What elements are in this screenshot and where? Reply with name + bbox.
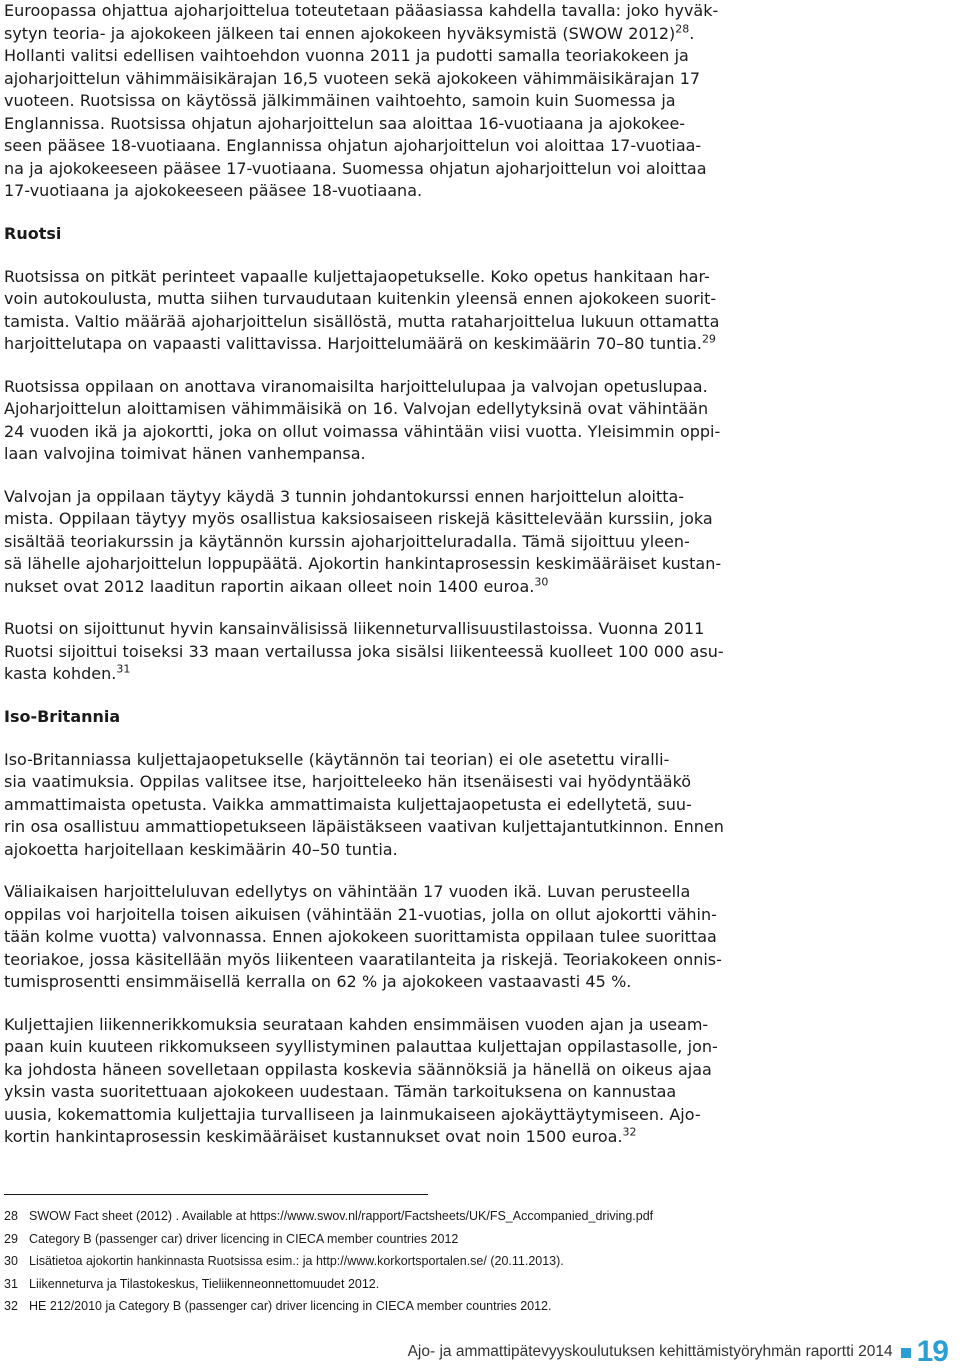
sweden-p1-text: Ruotsissa on pitkät perinteet vapaalle kuljettajaopetukselle. Koko opetus hankitaan har- voin autokoulusta, mutta siihen turvaudutaan kuitenkin yleensä ennen ajokokeen suorit- tamista. Valtio määrää ajoharjoittelun sisällöstä, mutta rataharjoittelua lukuun ottamatta harjoittelutapa on vapaasti valittavissa. Harjoittelumäärä on keskimäärin 70–80 tuntia. [4, 266, 720, 353]
sweden-p3-text: Valvojan ja oppilaan täytyy käydä 3 tunnin johdantokurssi ennen harjoittelun aloitta- mista. Oppilaan täytyy myös osallistua kaksiosaiseen riskejä käsittelevään kurssiin, joka sisältää teoriakurssin ja käytännön kurssin ajoharjoitteluradalla. Tämä sijoittuu yleen- sä lähelle ajoharjoittelun loppupäätä. Ajokortin hankintaprosessin keskimääräiset kustan- nukset ovat 2012 laaditun raportin aikaan olleet noin 1400 euroa. [4, 486, 722, 596]
footnote-ref[interactable]: 31 [116, 662, 131, 676]
footnote-item [4, 1295, 904, 1318]
intro-paragraph [4, 0, 850, 203]
footnote-item [4, 1205, 904, 1228]
document-body [4, 0, 850, 1169]
uk-paragraph-3 [4, 1014, 850, 1149]
section-heading-uk: Iso-Britannia [4, 706, 121, 726]
uk-paragraph-1: Iso-Britanniassa kuljettajaopetukselle (käytännön tai teorian) ei ole asetettu viralli- sia vaatimuksia. Oppilas valitsee itse, harjoitteleeko hän itsenäisesti vai hyödyntääkö ammattimaista opetusta. Vaikka ammattimaista kuljettajaopetusta ei edellytetä, suu- rin osa osallistuu ammattiopetukseen läpäistäkseen vaativan kuljettajantutkinnon. Ennen ajokoetta harjoitellaan keskimäärin 40–50 tuntia. [4, 749, 724, 859]
footnote-ref[interactable]: 28 [675, 22, 690, 36]
sweden-paragraph-2: Ruotsissa oppilaan on anottava viranomaisilta harjoittelulupaa ja valvojan opetuslupaa. Ajoharjoittelun aloittamisen vähimmäisikä on 16. Valvojan edellytyksinä ovat vähintään 24 vuoden ikä ja ajokortti, joka on ollut voimassa vähintään viisi vuotta. Yleisimmin oppi- laan valvojina toimivat hänen vanhempansa. [4, 376, 721, 463]
footnote-number: 32 [4, 1299, 18, 1313]
section-heading-sweden: Ruotsi [4, 223, 62, 243]
footnote-text: Category B (passenger car) driver licencing in CIECA member countries 2012 [29, 1231, 459, 1246]
uk-paragraph-2: Väliaikaisen harjoitteluluvan edellytys on vähintään 17 vuoden ikä. Luvan perusteella oppilas voi harjoitella toisen aikuisen (vähintään 21-vuotias, jolla on ollut ajokortti vähin- tään kolme vuotta) valvonnassa. Ennen ajokokeen suorittamista oppilaan tulee suorittaa teoriakoe, jossa käsitellään myös liikenteen vaaratilanteita ja riskejä. Teoriakokeen onnis- tumisprosentti ensimmäisellä kerralla on 62 % ja ajokokeen vastaavasti 45 %. [4, 882, 722, 991]
sweden-paragraph-4 [4, 618, 850, 686]
footnote-ref[interactable]: 29 [701, 332, 716, 346]
intro-text: Euroopassa ohjattua ajoharjoittelua toteutetaan pääasiassa kahdella tavalla: joko hyväk- sytyn teoria- ja ajokokeen jälkeen tai ennen ajokokeen hyväksymistä (SWOW 2012) [4, 1, 719, 43]
footnote-number: 31 [4, 1276, 18, 1291]
footer-square-icon [901, 1348, 911, 1358]
footnote-number: 30 [4, 1254, 18, 1268]
footnote-text: Liikenneturva ja Tilastokeskus, Tieliikenneonnettomuudet 2012. [29, 1276, 380, 1291]
footnotes [4, 1205, 904, 1318]
footnote-text: SWOW Fact sheet (2012) . Available at https://www.swov.nl/rapport/Factsheets/UK/FS_Accompanied_driving.pdf [29, 1209, 654, 1223]
footnote-ref[interactable]: 30 [534, 575, 549, 589]
footnote-text: HE 212/2010 ja Category B (passenger car) driver licencing in CIECA member countries 2012. [29, 1299, 552, 1313]
sweden-p4-text: Ruotsi on sijoittunut hyvin kansainvälisissä liikenneturvallisuustilastoissa. Vuonna 2011 Ruotsi sijoittui toiseksi 33 maan vertailussa joka sisälsi liikenteessä kuolleet 100 000 asu- kasta kohden. [4, 619, 724, 683]
footnote-item [4, 1250, 904, 1273]
footnote-text: Lisätietoa ajokortin hankinnasta Ruotsissa esim.: ja http://www.korkortsportalen.se/ (20.11.2013). [29, 1254, 564, 1268]
uk-p3-text: Kuljettajien liikennerikkomuksia seurataan kahden ensimmäisen vuoden ajan ja useam- paan kuin kuuteen rikkomukseen syyllistyminen palauttaa kuljettajan oppilastasolle, jon- ka johdosta häneen sovelletaan oppilasta koskevia säännöksiä ja hänellä on oikeus ajaa yksin vasta suoritettuaan ajokokeen uudestaan. Tämän tarkoituksena on kannustaa uusia, kokemattomia kuljettajia turvalliseen ja lainmukaiseen ajokäyttäytymiseen. Ajo- kortin hankintaprosessin keskimääräiset kustannukset ovat noin 1500 euroa. [4, 1014, 718, 1146]
sweden-paragraph-1 [4, 266, 850, 356]
footnote-number: 29 [4, 1231, 18, 1246]
footnote-ref[interactable]: 32 [622, 1125, 637, 1139]
sweden-paragraph-3 [4, 486, 850, 599]
intro-text-continued: . Hollanti valitsi edellisen vaihtoehdon vuonna 2011 ja pudotti samalla teoriakokeen ja ajoharjoittelun vähimmäisikärajan 16,5 vuoteen sekä ajokokeen vähimmäisikärajan 17 vuoteen. Ruotsissa on käytössä jälkimmäinen vaihtoehto, samoin kuin Suomessa ja Englannissa. Ruotsissa ohjatun ajoharjoittelun saa aloittaa 16-vuotiaana ja ajokokee- seen pääsee 18-vuotiaana. Englannissa ohjatun ajoharjoittelun voi aloittaa 17-vuotiaa- na ja ajokokeeseen pääsee 17-vuotiaana. Suomessa ohjatun ajoharjoittelun voi aloittaa 17-vuotiaana ja ajokokeeseen pääsee 18-vuotiaana. [4, 23, 707, 200]
footnote-number: 28 [4, 1209, 18, 1223]
page-footer [408, 1335, 948, 1369]
footnote-divider [4, 1194, 428, 1195]
report-title: Ajo- ja ammattipätevyyskoulutuksen kehittämistyöryhmän raportti 2014 [407, 1343, 893, 1360]
page-number: 19 [916, 1335, 948, 1368]
footnote-item [4, 1273, 904, 1296]
footnote-item [4, 1228, 904, 1251]
